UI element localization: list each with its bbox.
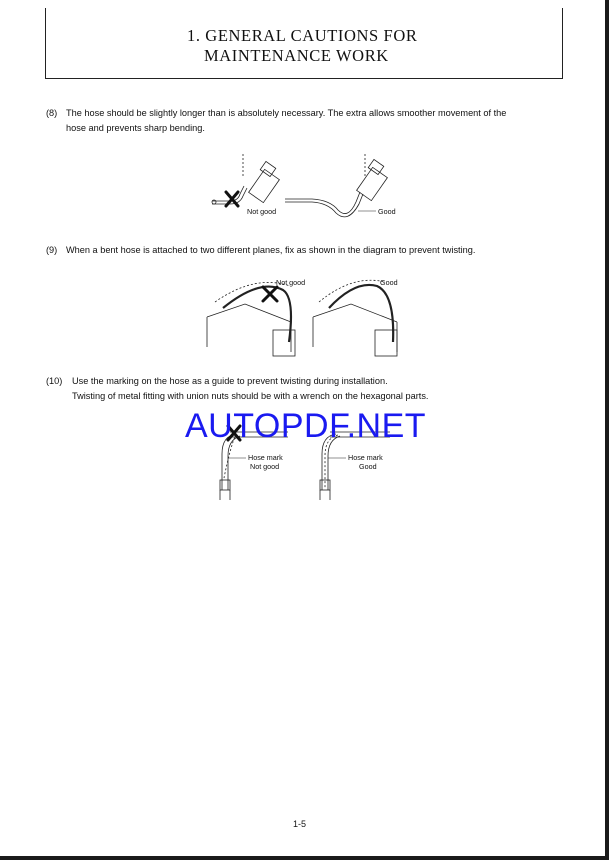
item-number: (8) xyxy=(46,108,58,118)
item-text-line: When a bent hose is attached to two different planes, fix as shown in the diagram to prevent twisting. xyxy=(66,245,476,255)
label-hose-mark: Hose mark xyxy=(348,453,383,462)
label-not-good: Not good xyxy=(250,462,280,471)
section-title-box xyxy=(45,8,563,79)
cylinder-cap xyxy=(260,161,276,176)
item-number: (10) xyxy=(46,376,63,386)
item-number: (9) xyxy=(46,245,58,255)
mounting-plane xyxy=(207,304,291,352)
guide-arrow xyxy=(319,280,385,302)
item-text xyxy=(66,243,564,258)
slack-hose-edge xyxy=(285,194,363,217)
label-not-good: Not good xyxy=(276,278,306,287)
page-edge-bottom xyxy=(0,856,609,860)
paragraph-item-10 xyxy=(46,374,566,406)
item-text xyxy=(66,106,564,136)
item-text-line: Twisting of metal fitting with union nuts should be with a wrench on the hexagonal parts. xyxy=(72,391,429,401)
cylinder-shape xyxy=(249,169,280,202)
watermark-text: AUTOPDF.NET xyxy=(185,407,427,445)
label-good: Good xyxy=(359,462,377,471)
slack-hose xyxy=(285,192,360,214)
section-title-line-2: MAINTENANCE WORK xyxy=(204,46,389,65)
item-text-line: hose and prevents sharp bending. xyxy=(66,123,205,133)
figure-hose-length xyxy=(200,150,420,225)
fitting-stem xyxy=(220,490,230,500)
fitting-stem xyxy=(320,490,330,500)
paragraph-item-9 xyxy=(46,243,566,259)
not-good-cross-icon xyxy=(263,287,277,301)
label-good: Good xyxy=(378,207,396,216)
label-good: Good xyxy=(380,278,398,287)
section-title-line-1: 1. GENERAL CAUTIONS FOR xyxy=(187,26,418,45)
mounting-block xyxy=(273,330,295,356)
cylinder-cap xyxy=(368,159,384,174)
paragraph-item-8 xyxy=(46,106,566,138)
label-hose-mark: Hose mark xyxy=(248,453,283,462)
bent-hose xyxy=(329,285,393,342)
mounting-plane xyxy=(313,304,397,352)
item-text-line: The hose should be slightly longer than is absolutely necessary. The extra allows smoother movement of the xyxy=(66,108,507,118)
item-text xyxy=(72,374,564,404)
page-edge-right xyxy=(605,0,609,860)
page-number: 1-5 xyxy=(293,819,307,829)
figure-bent-hose-planes xyxy=(205,272,410,360)
label-not-good: Not good xyxy=(247,207,277,216)
cylinder-shape xyxy=(357,167,388,200)
item-text-line: Use the marking on the hose as a guide to prevent twisting during installation. xyxy=(72,376,388,386)
hose-fitting xyxy=(220,480,230,490)
bent-hose xyxy=(223,287,291,342)
